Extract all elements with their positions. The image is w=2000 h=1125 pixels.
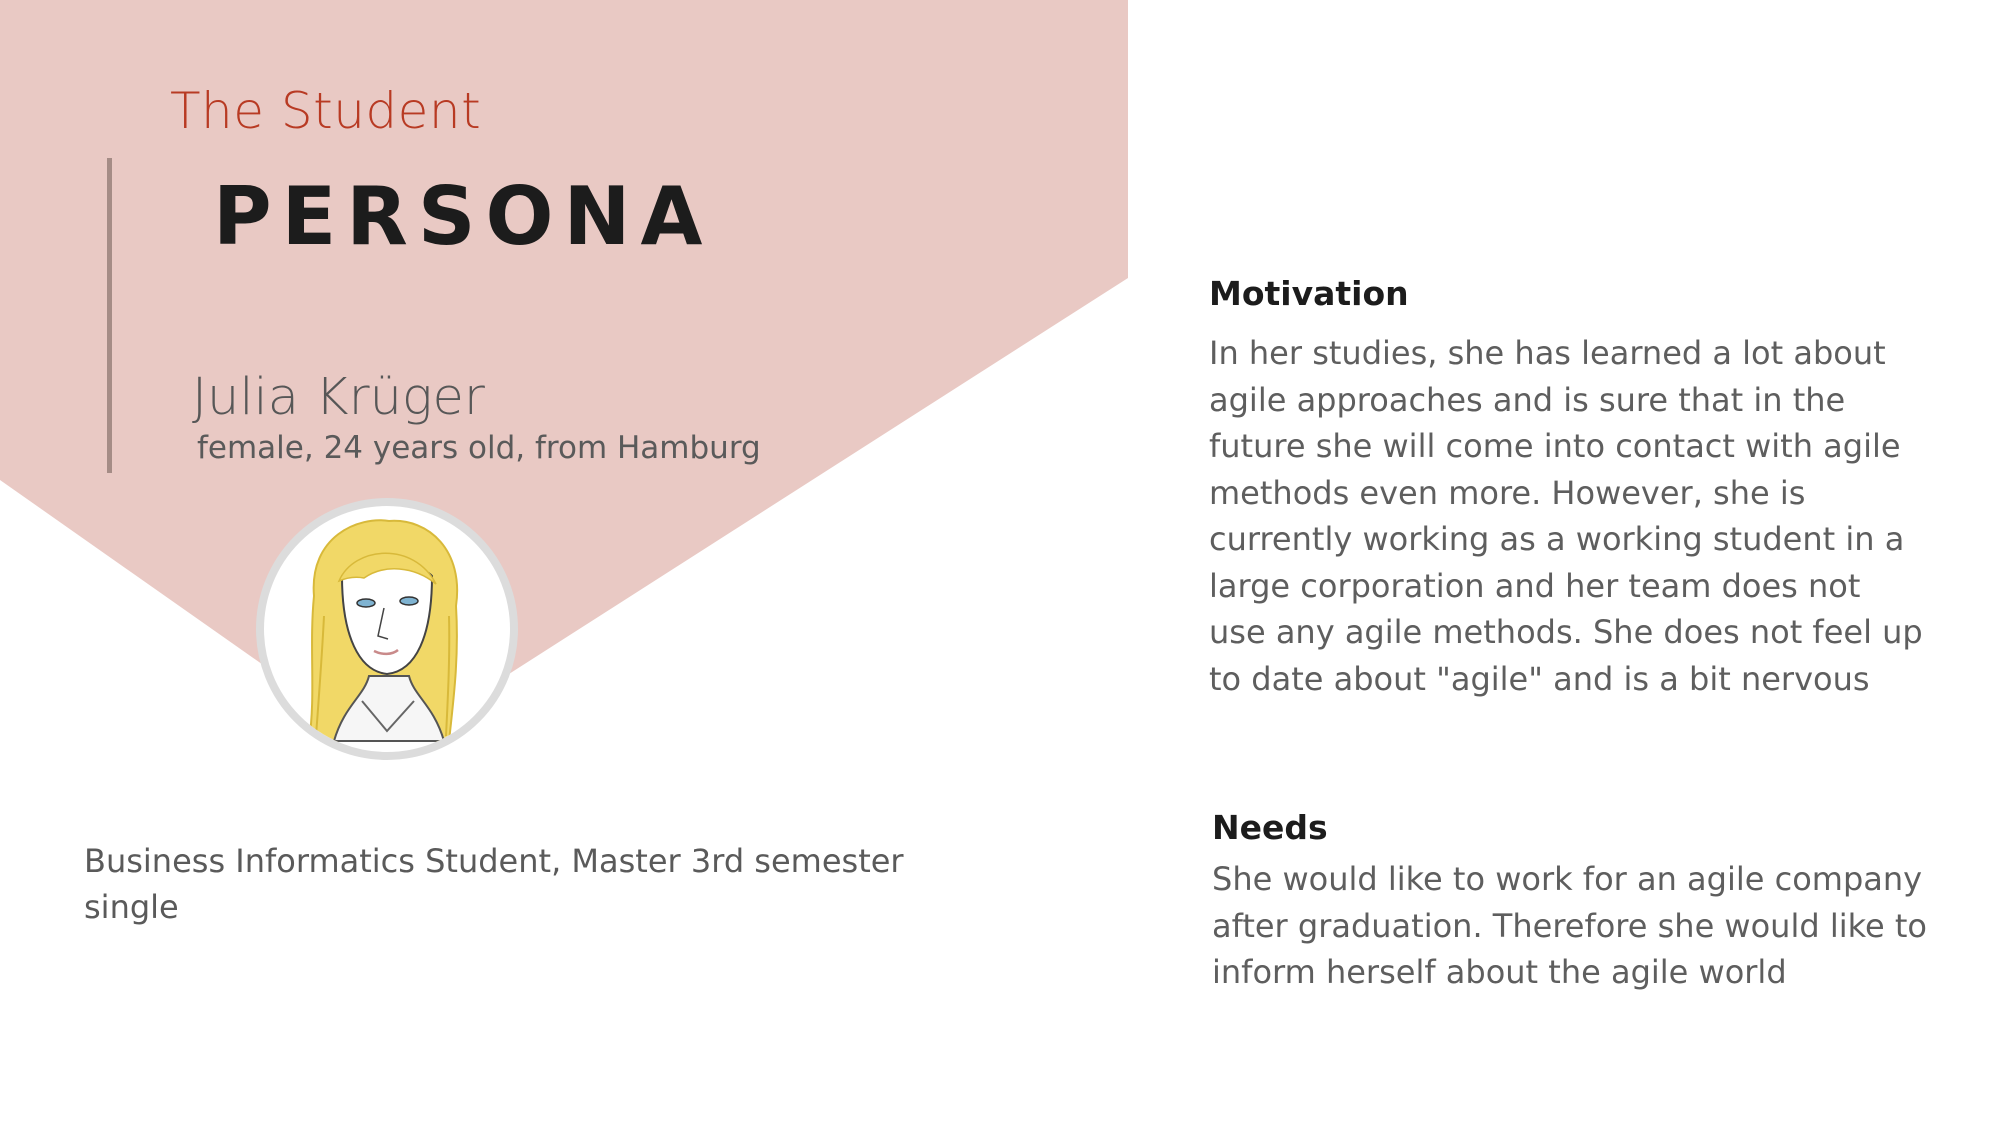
motivation-line: In her studies, she has learned a lot about (1209, 334, 1886, 372)
portrait-icon (264, 506, 510, 752)
bio-line: Business Informatics Student, Master 3rd semester (84, 842, 904, 880)
bio-line: single (84, 888, 179, 926)
motivation-heading: Motivation (1209, 274, 1409, 313)
persona-details: female, 24 years old, from Hamburg (197, 430, 761, 466)
accent-bar (107, 158, 112, 473)
needs-heading: Needs (1212, 808, 1328, 847)
persona-name: Julia Krüger (192, 368, 485, 427)
avatar (256, 498, 518, 760)
needs-text (1212, 856, 1932, 996)
motivation-line: currently working as a working student in a (1209, 520, 1905, 558)
section-kicker: The Student (170, 82, 482, 140)
motivation-line: agile approaches and is sure that in the (1209, 380, 1846, 419)
needs-line: She would like to work for an agile company (1212, 860, 1923, 898)
page-title: PERSONA (213, 170, 713, 263)
motivation-line: methods even more. However, she is (1209, 473, 1806, 512)
needs-line: after graduation. Therefore she would like to (1212, 906, 1927, 945)
motivation-line: use any agile methods. She does not feel up (1209, 613, 1923, 651)
motivation-line: large corporation and her team does not (1209, 566, 1861, 605)
motivation-text (1209, 330, 1929, 702)
needs-line: inform herself about the agile world (1212, 953, 1787, 991)
motivation-line: to date about "agile" and is a bit nervous (1209, 659, 1870, 698)
motivation-line: future she will come into contact with agile (1209, 427, 1901, 465)
persona-bio (84, 838, 904, 930)
